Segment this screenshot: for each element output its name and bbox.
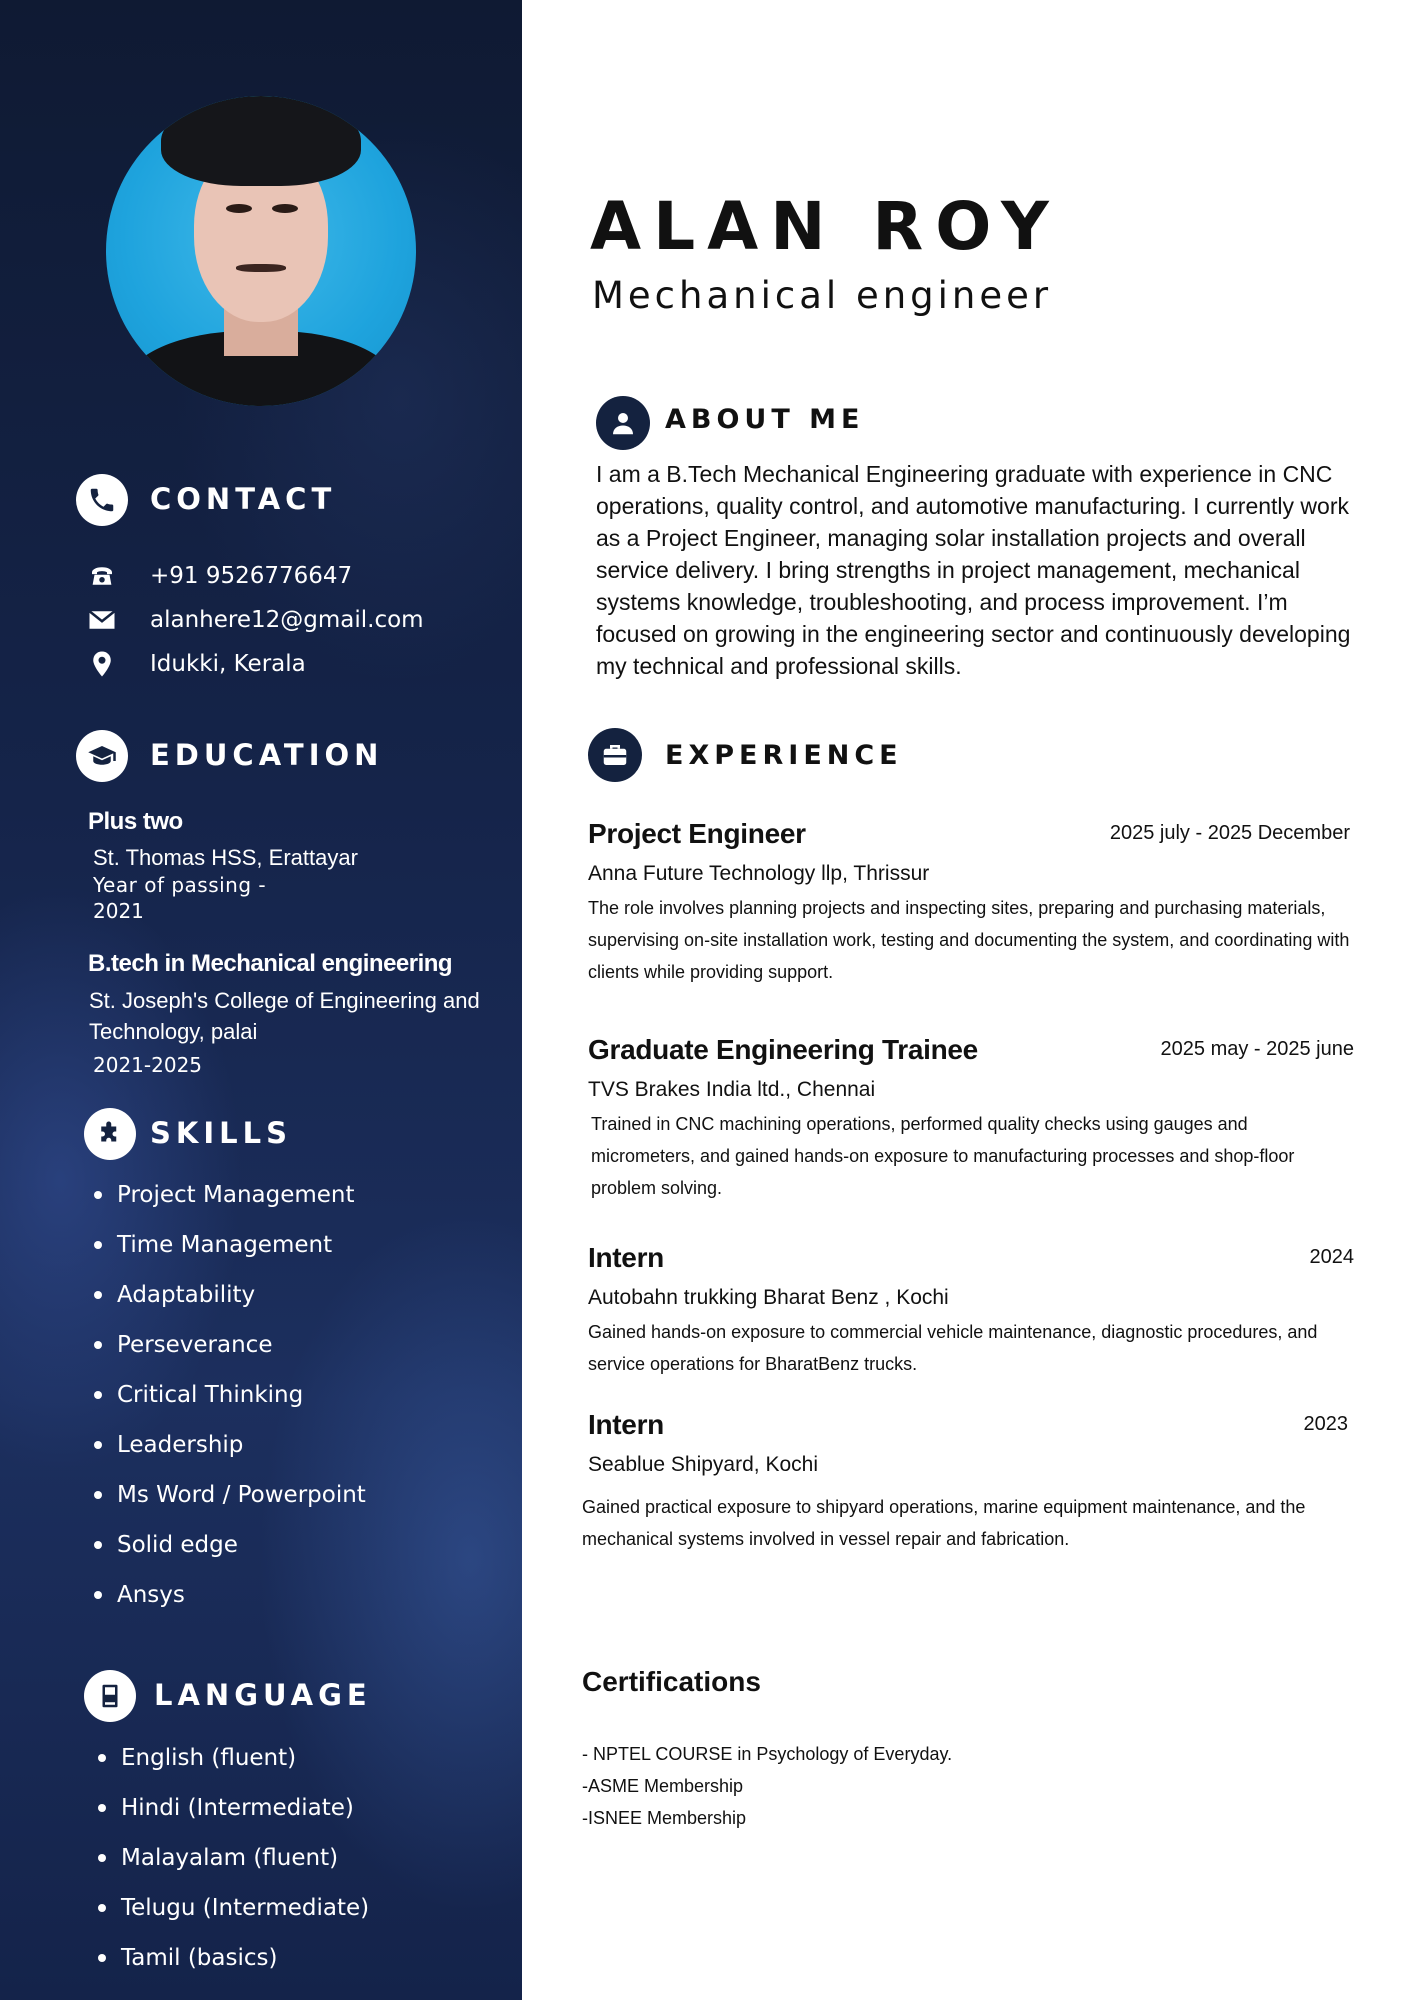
education-year: 2021 [93, 899, 144, 923]
education-degree: Plus two [88, 808, 183, 835]
skill-item: Leadership [94, 1420, 366, 1470]
profile-photo [106, 96, 416, 406]
job-description: Trained in CNC machining operations, performed quality checks using gauges and micrometers, and gained hands-on exposure to manufacturing processes and shop-floor problem solving. [591, 1114, 1295, 1198]
experience-heading: EXPERIENCE [665, 740, 903, 771]
education-school: St. Joseph's College of Engineering and [89, 988, 480, 1013]
language-item: Telugu (Intermediate) [98, 1883, 369, 1933]
education-year: 2021-2025 [93, 1053, 203, 1077]
language-item: Hindi (Intermediate) [98, 1783, 369, 1833]
job-company: TVS Brakes India ltd., Chennai [588, 1078, 876, 1101]
skill-item: Ms Word / Powerpoint [94, 1470, 366, 1520]
job-description: Gained practical exposure to shipyard operations, marine equipment maintenance, and the mechanical systems involved in vessel repair and fabrication. [582, 1497, 1306, 1549]
skills-list [94, 1170, 366, 1620]
job-date: 2024 [1309, 1246, 1354, 1268]
experience-entry [582, 1409, 1348, 1555]
location-pin-icon [84, 648, 120, 680]
book-icon [84, 1670, 136, 1722]
puzzle-icon [84, 1108, 136, 1160]
language-item: Tamil (basics) [98, 1933, 369, 1983]
job-date: 2025 july - 2025 December [1109, 822, 1350, 844]
phone-icon [84, 560, 120, 592]
skill-item: Adaptability [94, 1270, 366, 1320]
contact-email [84, 604, 424, 636]
contact-heading: CONTACT [150, 482, 337, 516]
phone-circle-icon [76, 474, 128, 526]
education-school: St. Thomas HSS, Erattayar [93, 845, 358, 870]
about-text: I am a B.Tech Mechanical Engineering graduate with experience in CNC operations, quality control, and automotive manufacturing. I currently work as a Project Engineer, managing solar installation projects and overall service delivery. I bring strengths in project management, mechanical systems knowledge, troubleshooting, and process improvement. I’m focused on growing in the engineering sector and continuously developing my technical and professional skills. [596, 461, 1351, 679]
education-heading: EDUCATION [150, 738, 384, 772]
job-company: Autobahn trukking Bharat Benz , Kochi [588, 1286, 949, 1309]
skill-item: Ansys [94, 1570, 366, 1620]
job-company: Seablue Shipyard, Kochi [588, 1453, 818, 1476]
sidebar [0, 0, 522, 2000]
contact-phone [84, 560, 352, 592]
education-degree: B.tech in Mechanical engineering [88, 950, 453, 977]
envelope-icon [84, 604, 120, 636]
job-date: 2025 may - 2025 june [1160, 1038, 1354, 1060]
job-date: 2023 [1303, 1413, 1348, 1435]
briefcase-icon [588, 728, 642, 782]
experience-entry [588, 818, 1350, 988]
education-line: Year of passing - [93, 873, 267, 897]
job-role: Graduate Engineering Trainee [588, 1034, 978, 1065]
skill-item: Project Management [94, 1170, 366, 1220]
language-item: English (fluent) [98, 1733, 369, 1783]
about-heading: ABOUT ME [665, 404, 865, 435]
language-item: Malayalam (fluent) [98, 1833, 369, 1883]
language-list [98, 1733, 369, 1983]
job-title: Mechanical engineer [592, 274, 1053, 317]
phone-text[interactable]: +91 9526776647 [150, 563, 353, 589]
job-company: Anna Future Technology llp, Thrissur [588, 862, 930, 885]
skill-item: Critical Thinking [94, 1370, 366, 1420]
certifications-list [582, 1738, 952, 1834]
job-role: Intern [588, 1409, 664, 1440]
job-description: Gained hands-on exposure to commercial vehicle maintenance, diagnostic procedures, and service operations for BharatBenz trucks. [588, 1322, 1318, 1374]
education-line: Technology, palai [89, 1019, 258, 1044]
person-name: ALAN ROY [590, 188, 1061, 265]
experience-entry [588, 1034, 1354, 1204]
certification-item: -ASME Membership [582, 1776, 744, 1796]
certification-item: -ISNEE Membership [582, 1808, 747, 1828]
location-text: Idukki, Kerala [150, 651, 306, 677]
job-description: The role involves planning projects and inspecting sites, preparing and purchasing materials, supervising on-site installation work, testing and documenting the system, and coordinating with clients while providing support. [588, 898, 1350, 982]
skill-item: Time Management [94, 1220, 366, 1270]
email-text[interactable]: alanhere12@gmail.com [150, 607, 424, 633]
job-role: Project Engineer [588, 818, 806, 849]
job-role: Intern [588, 1242, 664, 1273]
graduation-cap-icon [76, 730, 128, 782]
certifications-heading: Certifications [582, 1666, 761, 1697]
skill-item: Perseverance [94, 1320, 366, 1370]
contact-location [84, 648, 306, 680]
language-heading: LANGUAGE [154, 1678, 372, 1712]
certification-item: - NPTEL COURSE in Psychology of Everyday. [582, 1744, 953, 1764]
experience-entry [588, 1242, 1354, 1380]
skill-item: Solid edge [94, 1520, 366, 1570]
person-icon [596, 396, 650, 450]
skills-heading: SKILLS [150, 1116, 292, 1150]
